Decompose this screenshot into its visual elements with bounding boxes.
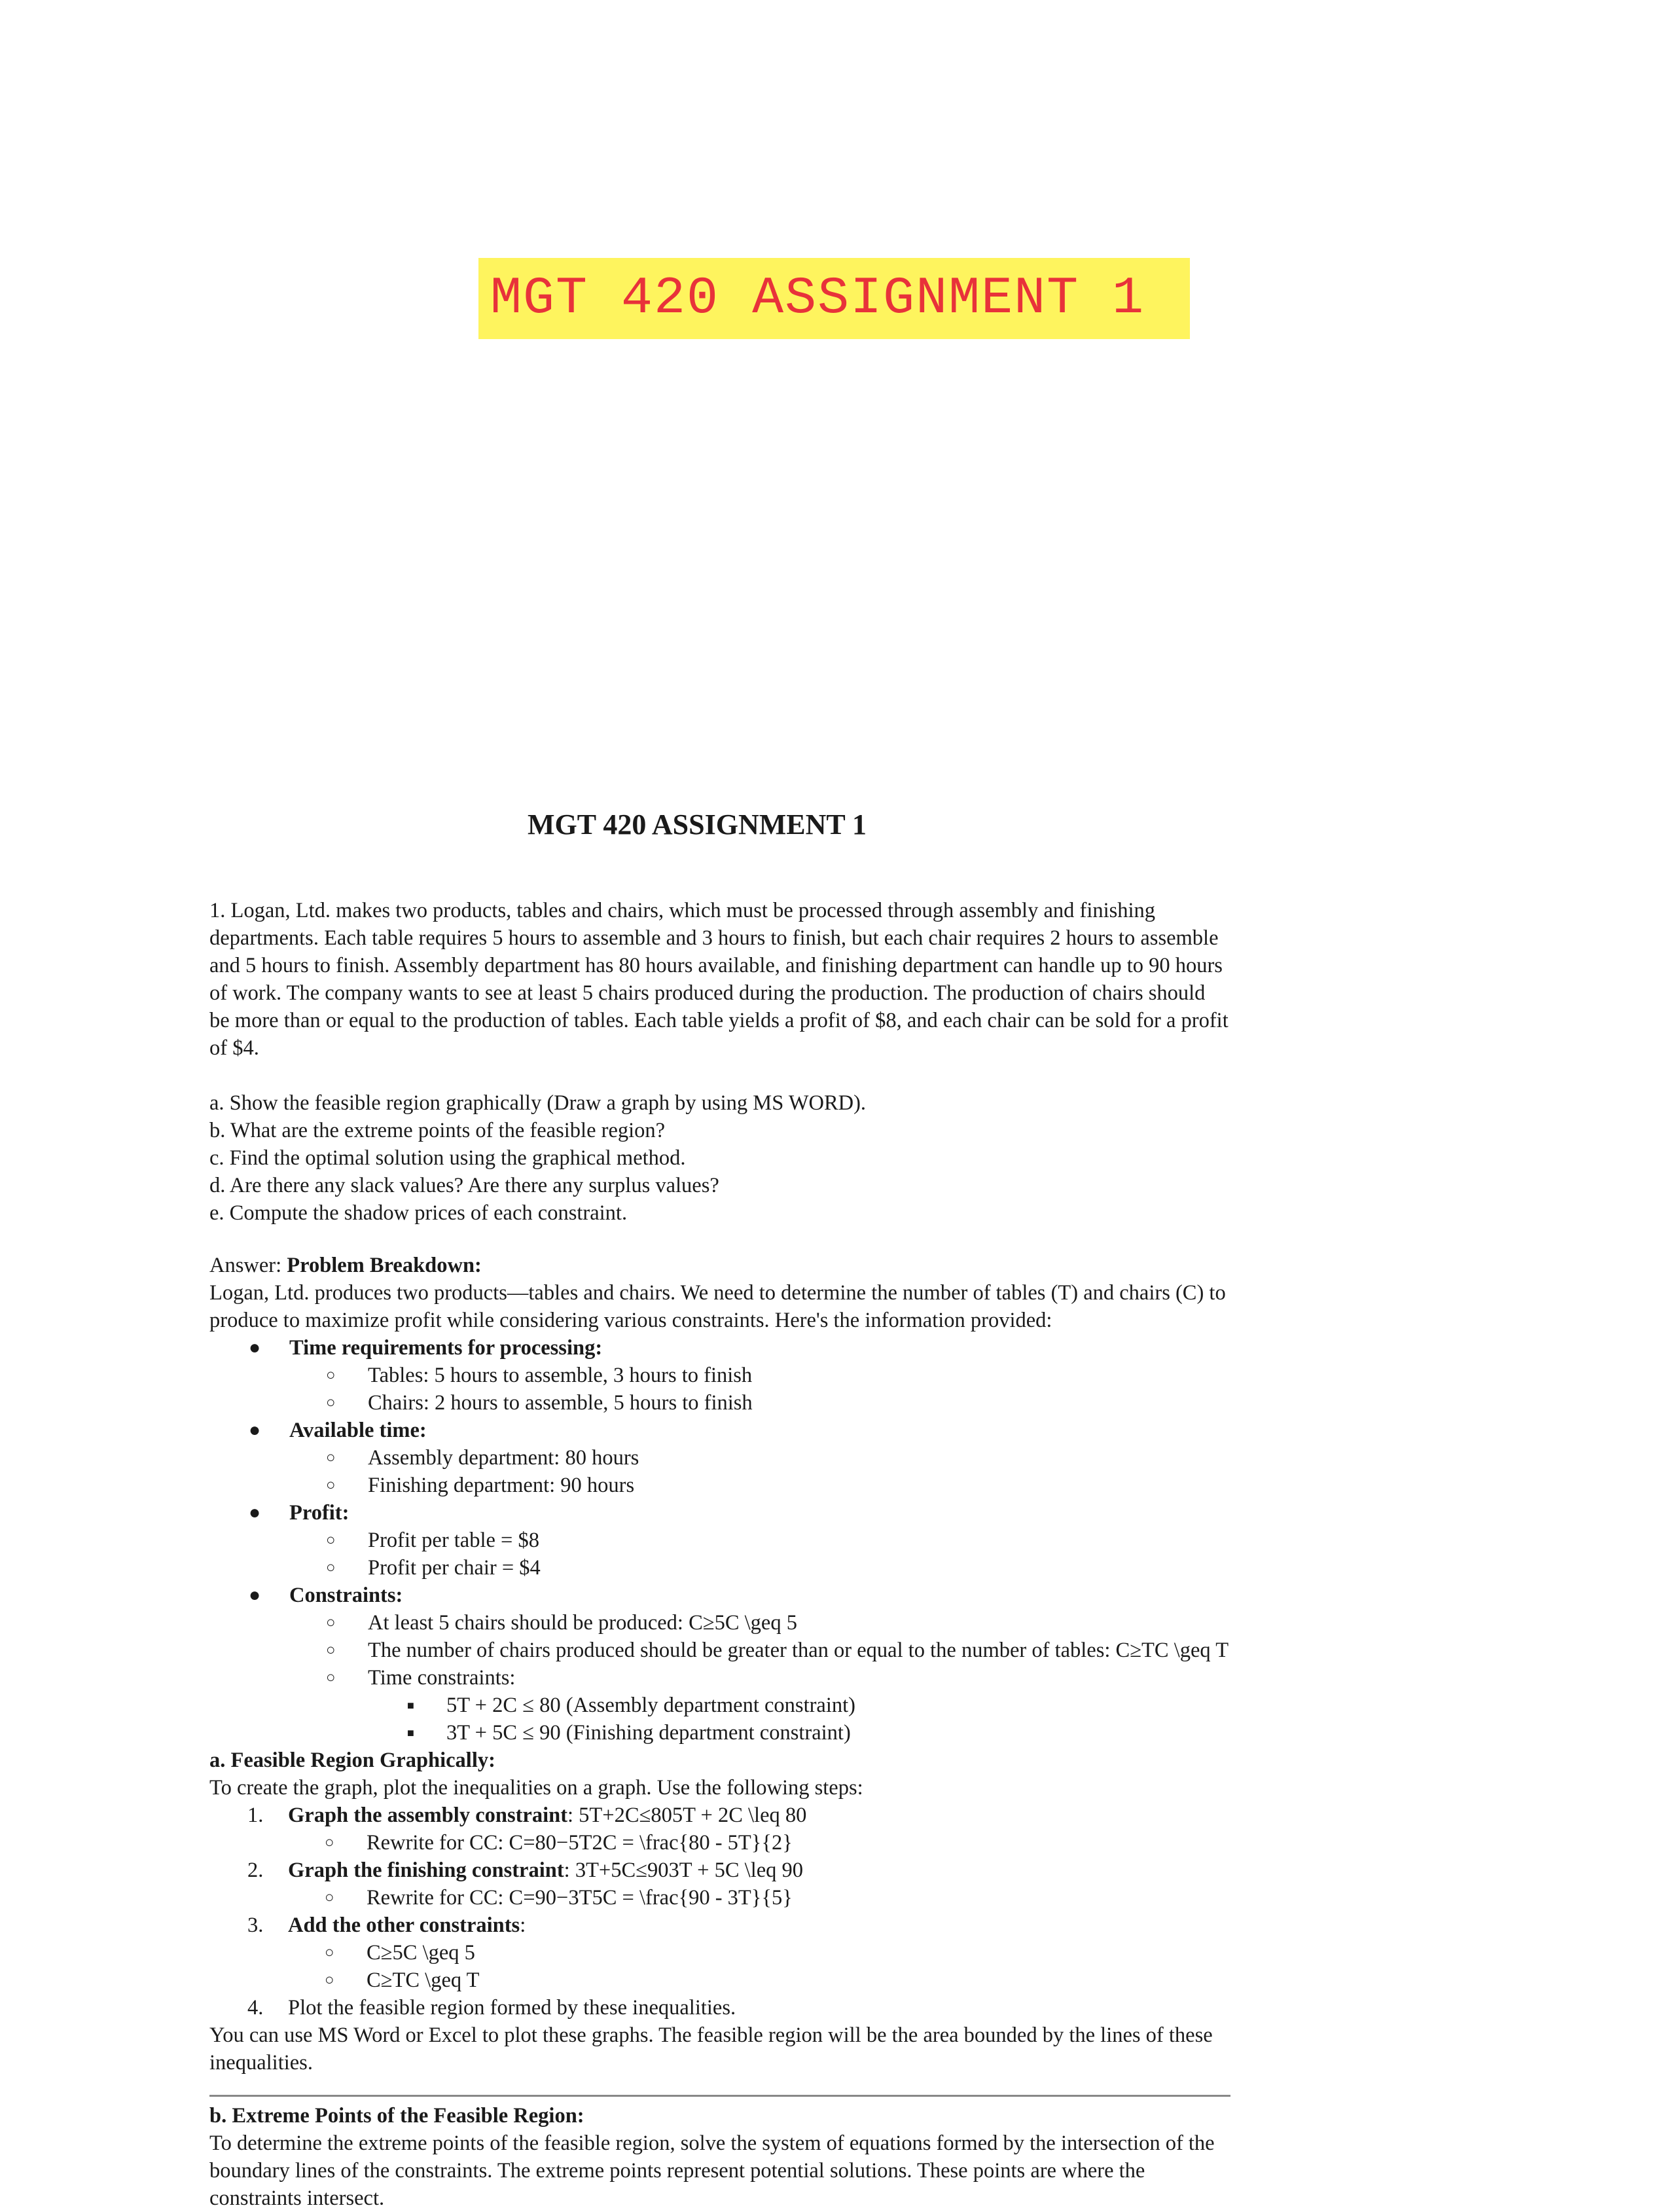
breakdown-heading: Available time: (289, 1419, 427, 1442)
circle-bullet-icon: ○ (325, 1972, 334, 1989)
step-text: : 3T+5C≤903T + 5C \leq 90 (564, 1858, 804, 1882)
step-label: Graph the assembly constraint (288, 1804, 568, 1827)
section-b-text: To determine the extreme points of the feasible region, solve the system of equations formed by the intersection of the boundary lines of the constraints. The extreme points represent potential solutions. These points are where the constraints intersect. (209, 2131, 1215, 2210)
subitem-text: Rewrite for CC: C=80−5T2C = \frac{80 - 5T}{2} (367, 1831, 793, 1855)
breakdown-subitem (289, 1664, 1230, 1747)
question-item: a. Show the feasible region graphically (Draw a graph by using MS WORD). (209, 1091, 867, 1115)
step-text: Plot the feasible region formed by these inequalities. (288, 1996, 736, 2020)
horizontal-divider (209, 2095, 1230, 2097)
answer-heading: Problem Breakdown: (287, 1254, 482, 1277)
step-subitem (288, 1967, 1230, 1994)
title-banner (478, 258, 1190, 339)
circle-bullet-icon: ○ (325, 1834, 334, 1851)
bullet-icon: ● (249, 1419, 261, 1441)
breakdown-list (209, 1334, 1230, 1747)
step-number: 4. (247, 1996, 264, 2020)
breakdown-heading: Time requirements for processing: (289, 1336, 603, 1360)
breakdown-item (209, 1582, 1230, 1747)
section-a-intro: To create the graph, plot the inequalities on a graph. Use the following steps: (209, 1776, 863, 1800)
circle-bullet-icon: ○ (326, 1367, 336, 1384)
problem-statement: 1. Logan, Ltd. makes two products, tables and chairs, which must be processed through assembly and finishing departments. Each table requires 5 hours to assemble and 3 hours to finish, but each chair requires 2 hours to assemble and 5 hours to finish. Assembly department has 80 hours available, and finishing department can handle up to 90 hours of work. The company wants to see at least 5 chairs produced during the production. The production of chairs should be more than or equal to the production of tables. Each table yields a profit of $8, and each chair can be sold for a profit of $4. (209, 899, 1229, 1060)
breakdown-subitem (289, 1637, 1230, 1664)
subitem-text: At least 5 chairs should be produced: C≥5C \geq 5 (368, 1611, 797, 1635)
step-sublist (288, 1939, 1230, 1994)
subitem-text: C≥TC \geq T (367, 1968, 480, 1992)
subitem-text: Assembly department: 80 hours (368, 1446, 639, 1470)
circle-bullet-icon: ○ (326, 1449, 336, 1466)
breakdown-sublist (289, 1362, 1230, 1417)
breakdown-subitem (289, 1609, 1230, 1637)
step-text: : (520, 1913, 526, 1937)
question-item: e. Compute the shadow prices of each constraint. (209, 1201, 628, 1225)
step-number: 1. (247, 1804, 264, 1827)
step-subitem (288, 1939, 1230, 1967)
subitem-text: Time constraints: (368, 1666, 516, 1690)
step-sublist (288, 1829, 1230, 1857)
step-number: 3. (247, 1913, 264, 1937)
step-label: Graph the finishing constraint (288, 1858, 564, 1882)
circle-bullet-icon: ○ (326, 1669, 336, 1686)
breakdown-heading: Constraints: (289, 1584, 403, 1607)
time-constraint-item (368, 1719, 1230, 1747)
circle-bullet-icon: ○ (326, 1559, 336, 1576)
step-label: Add the other constraints (288, 1913, 520, 1937)
bullet-icon: ● (249, 1502, 261, 1523)
constraint-text: 5T + 2C ≤ 80 (Assembly department constraint) (446, 1694, 855, 1717)
section-b-heading-text: b. Extreme Points of the Feasible Region: (209, 2104, 584, 2128)
circle-bullet-icon: ○ (325, 1889, 334, 1906)
document-title: MGT 420 ASSIGNMENT 1 (528, 808, 867, 841)
subitem-text: Profit per chair = $4 (368, 1556, 541, 1580)
step-subitem (288, 1829, 1230, 1857)
section-a-outro: You can use MS Word or Excel to plot these graphs. The feasible region will be the area bounded by the lines of these inequalities. (209, 2023, 1213, 2075)
square-bullet-icon: ■ (407, 1726, 414, 1739)
answer-header (209, 1252, 1230, 1279)
document-body (209, 805, 1230, 2212)
subitem-text: Chairs: 2 hours to assemble, 5 hours to finish (368, 1391, 753, 1415)
subitem-text: Finishing department: 90 hours (368, 1474, 635, 1497)
breakdown-item (209, 1417, 1230, 1499)
question-list (209, 1089, 1230, 1227)
question-item: d. Are there any slack values? Are there any surplus values? (209, 1174, 719, 1197)
circle-bullet-icon: ○ (326, 1614, 336, 1631)
circle-bullet-icon: ○ (326, 1477, 336, 1494)
subitem-text: Profit per table = $8 (368, 1529, 540, 1552)
step-item (209, 1912, 1230, 1994)
step-sublist (288, 1884, 1230, 1912)
step-item (209, 1857, 1230, 1912)
circle-bullet-icon: ○ (326, 1394, 336, 1411)
subitem-text: C≥5C \geq 5 (367, 1941, 475, 1965)
breakdown-subitem (289, 1527, 1230, 1554)
steps-list (209, 1802, 1230, 2022)
breakdown-subitem (289, 1554, 1230, 1582)
section-b-heading (209, 2102, 1230, 2130)
circle-bullet-icon: ○ (326, 1532, 336, 1549)
breakdown-subitem (289, 1389, 1230, 1417)
step-item (209, 1994, 1230, 2022)
question-item: b. What are the extreme points of the feasible region? (209, 1119, 666, 1142)
breakdown-item (209, 1334, 1230, 1417)
time-constraint-list (368, 1692, 1230, 1747)
subitem-text: Rewrite for CC: C=90−3T5C = \frac{90 - 3T}{5} (367, 1886, 793, 1910)
breakdown-heading: Profit: (289, 1501, 350, 1525)
breakdown-subitem (289, 1444, 1230, 1472)
breakdown-sublist (289, 1444, 1230, 1499)
breakdown-subitem (289, 1362, 1230, 1389)
circle-bullet-icon: ○ (325, 1944, 334, 1961)
bullet-icon: ● (249, 1584, 261, 1606)
answer-intro: Logan, Ltd. produces two products—tables and chairs. We need to determine the number of tables (T) and chairs (C) to produce to maximize profit while considering various constraints. Here's the information provided: (209, 1281, 1226, 1332)
square-bullet-icon: ■ (407, 1699, 414, 1712)
time-constraint-item (368, 1692, 1230, 1719)
subitem-text: Tables: 5 hours to assemble, 3 hours to finish (368, 1364, 753, 1387)
circle-bullet-icon: ○ (326, 1642, 336, 1659)
breakdown-subitem (289, 1472, 1230, 1499)
breakdown-sublist (289, 1609, 1230, 1747)
breakdown-sublist (289, 1527, 1230, 1582)
bullet-icon: ● (249, 1337, 261, 1358)
question-item: c. Find the optimal solution using the graphical method. (209, 1146, 686, 1170)
step-text: : 5T+2C≤805T + 2C \leq 80 (567, 1804, 807, 1827)
step-number: 2. (247, 1858, 264, 1882)
step-item (209, 1802, 1230, 1857)
step-subitem (288, 1884, 1230, 1912)
answer-label: Answer: (209, 1254, 282, 1277)
constraint-text: 3T + 5C ≤ 90 (Finishing department constraint) (446, 1721, 851, 1745)
section-a-heading (209, 1747, 1230, 1774)
section-a-heading-text: a. Feasible Region Graphically: (209, 1749, 495, 1772)
breakdown-item (209, 1499, 1230, 1582)
subitem-text: The number of chairs produced should be greater than or equal to the number of tables: C≥TC \geq T (368, 1639, 1229, 1662)
banner-title: MGT 420 ASSIGNMENT 1 (490, 268, 1145, 329)
